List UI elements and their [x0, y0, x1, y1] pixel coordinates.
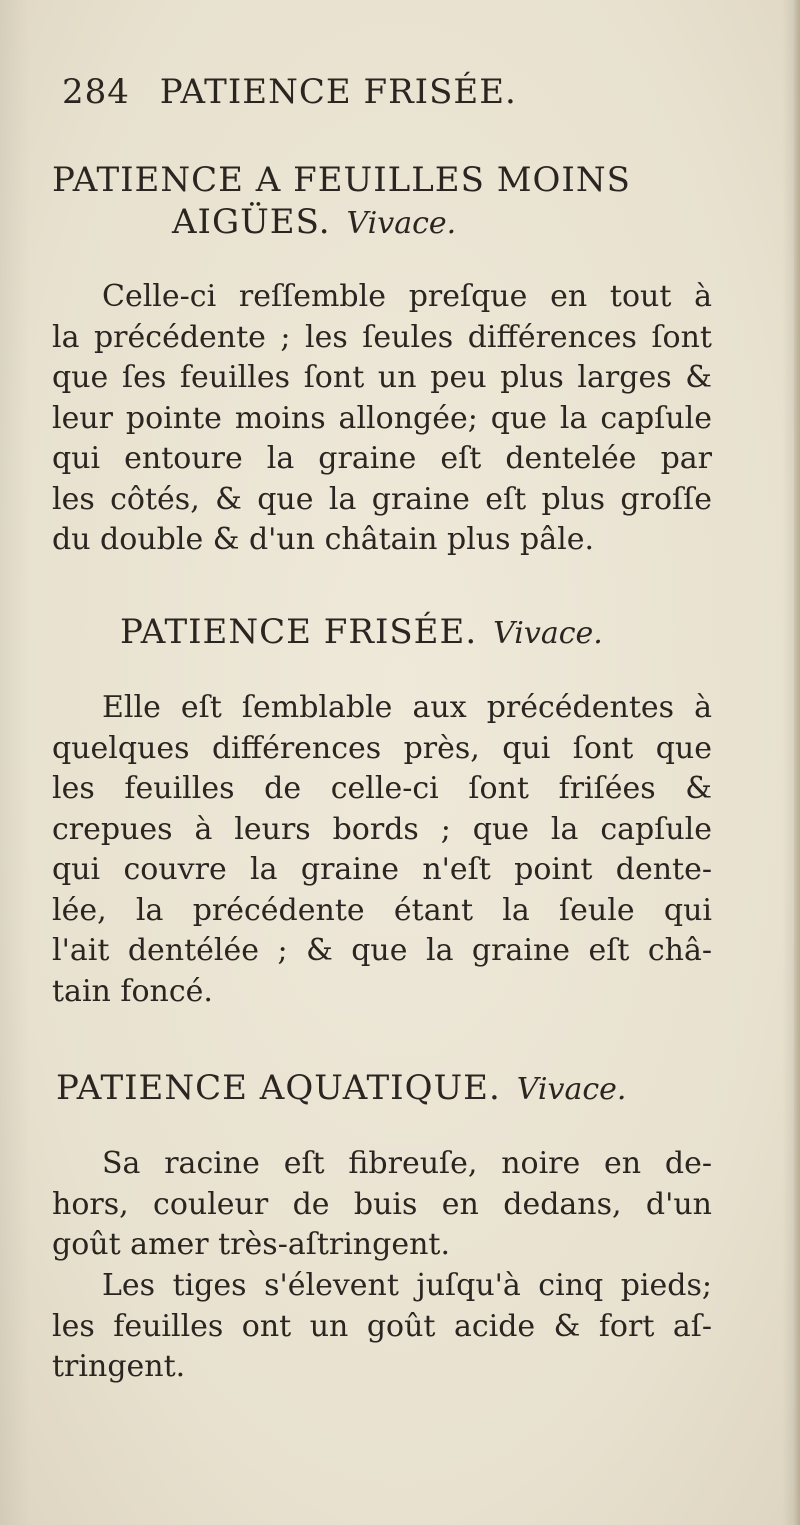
text-line: goût amer très-aſtringent.: [52, 1227, 450, 1262]
paragraph-2: [52, 688, 712, 1012]
tempo-marking-2: Vivace.: [493, 616, 603, 651]
text-line: leur pointe moins allongée; que la capſule: [52, 400, 712, 436]
text-line: du double & d'un châtain plus pâle.: [52, 522, 595, 557]
text-line: lée, la précédente étant la ſeule qui: [52, 892, 712, 928]
running-title: PATIENCE FRISÉE.: [159, 72, 517, 112]
text-line: crepues à leurs bords ; que la capſule: [52, 811, 712, 847]
section-heading-1: [52, 160, 631, 200]
section-heading-3: [56, 1068, 626, 1108]
text-line: la précédente ; les ſeules différences ſont: [52, 319, 712, 355]
text-line: Sa racine eſt fibreuſe, noire en de-: [102, 1146, 712, 1181]
running-head: [62, 72, 517, 112]
text-line: l'ait dentélée ; & que la graine eſt châ-: [52, 933, 712, 968]
text-line: hors, couleur de buis en dedans, d'un: [52, 1186, 712, 1222]
section-heading-2: [120, 612, 603, 652]
text-line: Les tiges s'élevent juſqu'à cinq pieds;: [102, 1268, 712, 1303]
text-line: Celle-ci reſſemble preſque en tout à: [102, 279, 712, 314]
paragraph-1: [52, 277, 712, 561]
tempo-marking-3: Vivace.: [516, 1072, 627, 1107]
section-heading-2-line1: PATIENCE FRISÉE.: [120, 612, 478, 652]
text-line: que ſes feuilles ſont un peu plus larges &: [52, 360, 712, 395]
text-line: qui entoure la graine eſt dentelée par: [52, 441, 712, 476]
section-heading-3-line1: PATIENCE AQUATIQUE.: [56, 1068, 501, 1108]
paragraph-3: [52, 1144, 712, 1266]
page-number: 284: [62, 72, 130, 112]
text-line: tain foncé.: [52, 973, 213, 1009]
tempo-marking-1: Vivace.: [346, 206, 457, 241]
section-heading-1-line1: PATIENCE A FEUILLES MOINS: [52, 160, 631, 200]
text-line: les côtés, & que la graine eſt plus groſſe: [52, 481, 712, 517]
text-line: quelques différences près, qui ſont que: [52, 730, 712, 766]
page-edge: [794, 0, 800, 1525]
text-line: Elle eſt ſemblable aux précédentes à: [102, 690, 712, 725]
text-line: les feuilles ont un goût acide & fort aſ-: [52, 1308, 712, 1344]
text-line: tringent.: [52, 1349, 186, 1384]
paragraph-4: [52, 1266, 712, 1388]
text-line: les feuilles de celle-ci ſont friſées &: [52, 771, 712, 806]
section-heading-1b: [172, 202, 456, 242]
section-heading-1-line2: AIGÜES.: [172, 202, 331, 242]
text-line: qui couvre la graine n'eſt point dente-: [52, 852, 712, 887]
